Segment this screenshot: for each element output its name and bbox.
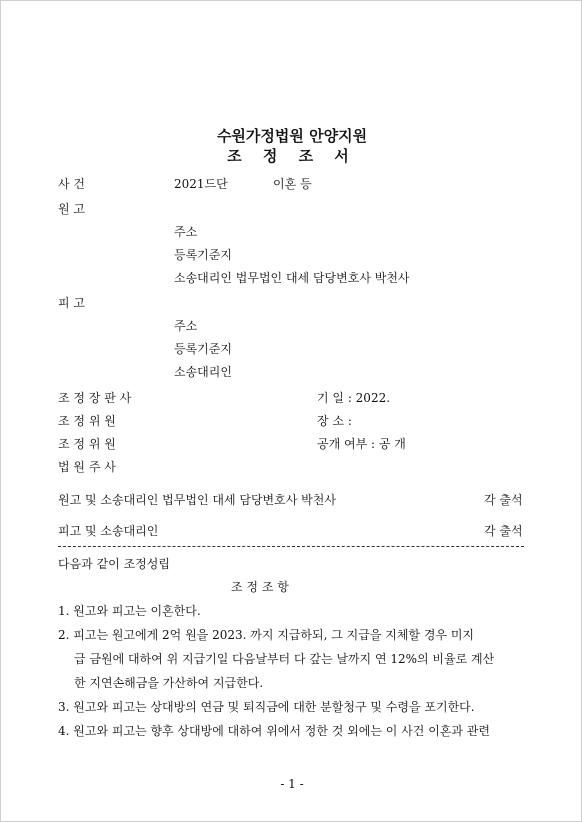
- clause-2-line-3: 한 지연손해금을 가산하여 지급한다.: [74, 676, 264, 690]
- defendant-label: 피 고: [58, 296, 85, 310]
- clerk-label: 법 원 주 사: [58, 460, 116, 474]
- public-field: 공개 여부 : 공 개: [317, 437, 406, 451]
- document-title: 조 정 조 서: [227, 147, 357, 165]
- clause-1: 1. 원고와 피고는 이혼한다.: [58, 604, 201, 618]
- court-name: 수원가정법원 안양지원: [216, 127, 368, 145]
- attendance-status-defendant: 각 출석: [484, 524, 523, 538]
- settlement-heading: 조 정 조 항: [231, 580, 289, 594]
- mediator-1-label: 조 정 위 원: [58, 414, 116, 428]
- attendance-party-defendant: 피고 및 소송대리인: [58, 524, 159, 538]
- plaintiff-registry: 등록기준지: [174, 248, 232, 262]
- plaintiff-address: 주소: [174, 225, 198, 239]
- date-field: 기 일 : 2022.: [317, 391, 391, 405]
- defendant-attorney: 소송대리인: [174, 365, 232, 379]
- clause-2-line-1: 2. 피고는 원고에게 2억 원을 2023. 까지 지급하되, 그 지급을 지체할 경우 미지: [58, 628, 475, 642]
- mediator-2-label: 조 정 위 원: [58, 437, 116, 451]
- page-number: - 1 -: [280, 777, 304, 791]
- attendance-status-plaintiff: 각 출석: [484, 493, 523, 507]
- dashed-divider: [58, 546, 524, 547]
- plaintiff-label: 원 고: [58, 202, 85, 216]
- judge-label: 조 정 장 판 사: [58, 391, 132, 405]
- case-number: 2021드단: [174, 177, 228, 191]
- settlement-intro: 다음과 같이 조정성립: [58, 557, 170, 571]
- clause-2-line-2: 급 금원에 대하여 위 지급기일 다음날부터 다 갚는 날까지 연 12%의 비율로 계산: [74, 652, 495, 666]
- case-name: 이혼 등: [273, 177, 312, 191]
- place-field: 장 소 :: [317, 414, 352, 428]
- defendant-registry: 등록기준지: [174, 342, 232, 356]
- attendance-party-plaintiff: 원고 및 소송대리인 법무법인 대세 담당변호사 박천사: [58, 493, 336, 507]
- clause-4: 4. 원고와 피고는 향후 상대방에 대하여 위에서 정한 것 외에는 이 사건 이혼과 관련: [58, 724, 490, 738]
- case-label: 사 건: [58, 177, 85, 191]
- plaintiff-attorney: 소송대리인 법무법인 대세 담당변호사 박천사: [174, 271, 410, 285]
- defendant-address: 주소: [174, 319, 198, 333]
- clause-3: 3. 원고와 피고는 상대방의 연금 및 퇴직금에 대한 분할청구 및 수령을 포기한다.: [58, 700, 475, 714]
